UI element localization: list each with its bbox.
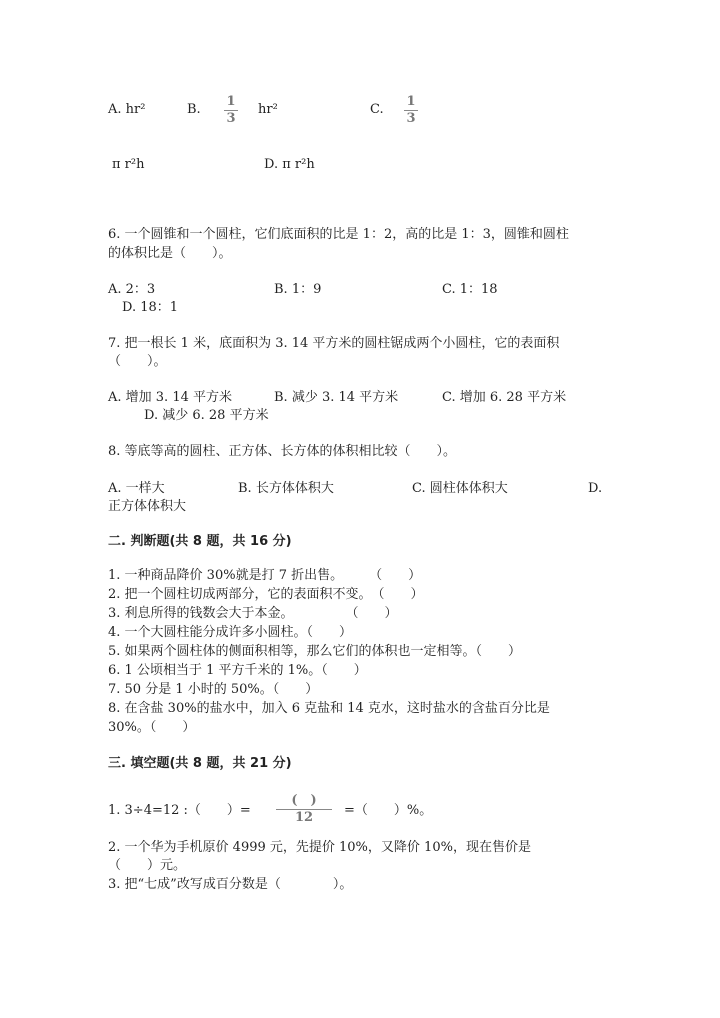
fill-q1-suffix: =（ ）%。 xyxy=(344,803,433,818)
q5-option-b-label: B. xyxy=(187,102,201,117)
fraction-denominator: 3 xyxy=(406,111,416,126)
judge-item-1: 1. 一种商品降价 30%就是打 7 折出售。 （ ） xyxy=(108,568,422,583)
q7-option-c: C. 增加 6. 28 平方米 xyxy=(442,390,567,405)
q6-option-c: C. 1：18 xyxy=(442,282,498,297)
q8-option-a: A. 一样大 xyxy=(108,481,165,496)
judge-item-6: 6. 1 公顷相当于 1 平方千米的 1%。（ ） xyxy=(108,663,367,678)
q5-option-a: A. hr² xyxy=(108,102,146,117)
judge-item-7: 7. 50 分是 1 小时的 50%。（ ） xyxy=(108,682,319,697)
fill-q1-prefix: 1. 3÷4=12 :（ ）= xyxy=(108,803,251,818)
judge-item-4: 4. 一个大圆柱能分成许多小圆柱。（ ） xyxy=(108,625,353,640)
fraction-numerator: 1 xyxy=(406,94,416,109)
fill-q3: 3. 把“七成”改写成百分数是（ ）。 xyxy=(108,877,353,892)
q5-option-b-tail: hr² xyxy=(258,102,278,117)
fill-q1-fraction xyxy=(276,794,332,825)
q8-option-b: B. 长方体体积大 xyxy=(238,481,334,496)
q8-stem: 8. 等底等高的圆柱、正方体、长方体的体积相比较（ ）。 xyxy=(108,444,457,459)
judge-item-5: 5. 如果两个圆柱体的侧面积相等，那么它们的体积也一定相等。（ ） xyxy=(108,644,522,659)
judge-item-8-line2: 30%。（ ） xyxy=(108,720,196,735)
q7-option-b: B. 减少 3. 14 平方米 xyxy=(274,390,399,405)
q6-stem-line2: 的体积比是（ ）。 xyxy=(108,246,232,261)
q5-option-d: D. π r²h xyxy=(264,157,315,172)
judge-item-8-line1: 8. 在含盐 30%的盐水中，加入 6 克盐和 14 克水，这时盐水的含盐百分比是 xyxy=(108,701,550,716)
fraction-denominator: 3 xyxy=(226,111,236,126)
q7-option-d: D. 减少 6. 28 平方米 xyxy=(144,408,269,423)
fraction-numerator: ( ) xyxy=(291,793,317,808)
q8-option-d-text: 正方体体积大 xyxy=(108,499,187,514)
q7-stem-line2: （ ）。 xyxy=(108,354,167,369)
q5-option-c-fraction xyxy=(404,95,418,126)
fill-q2-line2: （ ）元。 xyxy=(108,858,187,873)
q5-option-b-fraction xyxy=(224,95,238,126)
section-3-heading: 三. 填空题(共 8 题，共 21 分) xyxy=(108,756,292,771)
q5-option-c-tail: π r²h xyxy=(112,157,145,172)
q6-option-b: B. 1：9 xyxy=(274,282,322,297)
fraction-numerator: 1 xyxy=(226,94,236,109)
q5-option-c-label: C. xyxy=(370,102,384,117)
q8-option-d-label: D. xyxy=(588,481,603,496)
q8-option-c: C. 圆柱体体积大 xyxy=(412,481,508,496)
q7-option-a: A. 增加 3. 14 平方米 xyxy=(108,390,232,405)
fraction-denominator: 12 xyxy=(294,810,314,825)
q7-stem-line1: 7. 把一根长 1 米，底面积为 3. 14 平方米的圆柱锯成两个小圆柱，它的表面积 xyxy=(108,336,560,351)
q6-stem-line1: 6. 一个圆锥和一个圆柱，它们底面积的比是 1：2，高的比是 1：3，圆锥和圆柱 xyxy=(108,227,569,242)
q6-option-a: A. 2：3 xyxy=(108,282,156,297)
judge-item-3: 3. 利息所得的钱数会大于本金。 （ ） xyxy=(108,606,398,621)
section-2-heading: 二. 判断题(共 8 题，共 16 分) xyxy=(108,534,292,549)
q6-option-d: D. 18：1 xyxy=(122,300,179,315)
judge-item-2: 2. 把一个圆柱切成两部分，它的表面积不变。 （ ） xyxy=(108,587,424,602)
fill-q2-line1: 2. 一个华为手机原价 4999 元，先提价 10%，又降价 10%，现在售价是 xyxy=(108,840,531,855)
